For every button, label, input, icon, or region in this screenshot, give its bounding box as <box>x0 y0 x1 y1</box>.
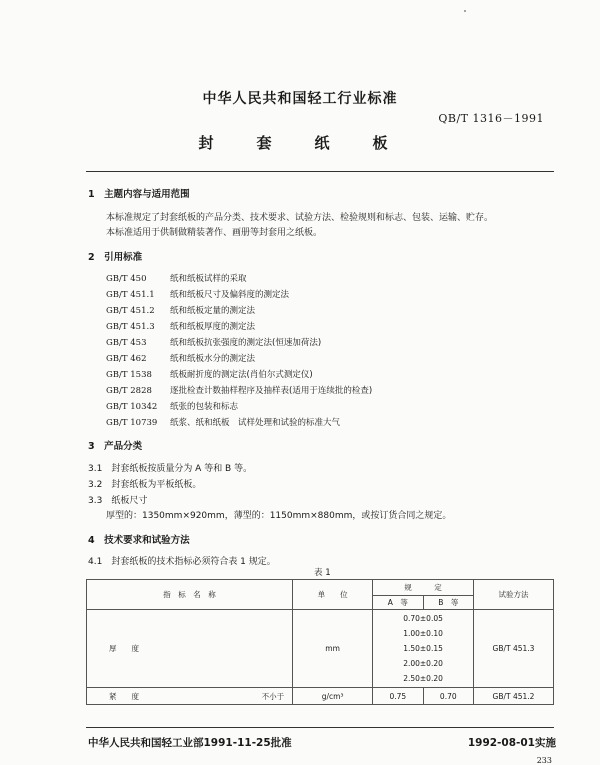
scan-speck <box>464 10 466 12</box>
section-3-heading: 3 产品分类 <box>88 441 143 452</box>
clause-4-1: 4.1 封套纸板的技术指标必须符合表 1 规定。 <box>88 557 276 567</box>
reference-item <box>106 352 255 364</box>
reference-item <box>106 320 255 332</box>
reference-item <box>106 288 289 300</box>
reference-item <box>106 304 255 316</box>
thickness-value: 2.00±0.20 <box>403 659 443 668</box>
reference-title: 纸和纸板抗张强度的测定法(恒速加荷法) <box>170 338 322 348</box>
table-1 <box>86 579 554 705</box>
row-name: 厚 度 <box>87 610 293 688</box>
issuing-organization: 中华人民共和国轻工行业标准 <box>202 91 398 107</box>
reference-item <box>106 400 238 412</box>
reference-item <box>106 272 247 284</box>
thickness-value: 1.00±0.10 <box>403 629 443 638</box>
section-4-heading: 4 技术要求和试验方法 <box>88 535 190 546</box>
clause-3-2: 3.2 封套纸板为平板纸板。 <box>88 480 202 490</box>
header-method: 试验方法 <box>474 580 554 610</box>
reference-code: GB/T 10739 <box>106 418 158 428</box>
row-qualifier: 不小于 <box>261 692 285 701</box>
thickness-value: 1.50±0.15 <box>403 644 443 653</box>
reference-title: 纸浆、纸和纸板 试样处理和试验的标准大气 <box>170 418 341 428</box>
reference-title: 纸张的包装和标志 <box>170 402 239 412</box>
clause-3-3-text: 厚型的：1350mm×920mm，薄型的：1150mm×880mm，或按订货合同之规定。 <box>106 511 452 521</box>
footer-divider <box>86 727 554 728</box>
reference-title: 纸和纸板试样的采取 <box>170 274 247 284</box>
reference-item <box>106 384 372 396</box>
row-method: GB/T 451.3 <box>474 610 554 688</box>
reference-title: 纸和纸板水分的测定法 <box>170 354 256 364</box>
reference-title: 纸和纸板定量的测定法 <box>170 306 256 316</box>
header-grade-b: B 等 <box>423 596 473 610</box>
section-1-paragraph-2: 本标准适用于供制做精装著作、画册等封套用之纸板。 <box>106 228 323 238</box>
table-caption: 表 1 <box>314 568 331 578</box>
reference-code: GB/T 1538 <box>106 370 152 380</box>
reference-item <box>106 416 340 428</box>
section-2-heading: 2 引用标准 <box>88 252 143 263</box>
implementation-date: 1992-08-01实施 <box>467 737 556 749</box>
approval-note: 中华人民共和国轻工业部1991-11-25批准 <box>88 737 292 749</box>
standard-number: QB/T 1316－1991 <box>438 112 544 125</box>
row-grade-b: 0.70 <box>423 688 473 705</box>
reference-code: GB/T 10342 <box>106 402 158 412</box>
table-row-thickness <box>87 610 554 688</box>
table-row-density <box>87 688 554 705</box>
reference-title: 纸和纸板厚度的测定法 <box>170 322 256 332</box>
reference-code: GB/T 451.3 <box>106 322 155 332</box>
header-unit: 单 位 <box>293 580 373 610</box>
reference-title: 纸板耐折度的测定法(肖伯尔式测定仪) <box>170 370 313 380</box>
row-method: GB/T 451.2 <box>474 688 554 705</box>
reference-item <box>106 368 313 380</box>
section-1-paragraph-1: 本标准规定了封套纸板的产品分类、技术要求、试验方法、检验规则和标志、包装、运输、贮存。 <box>106 213 494 223</box>
thickness-value: 0.70±0.05 <box>403 614 443 623</box>
clause-3-1: 3.1 封套纸板按质量分为 A 等和 B 等。 <box>88 464 253 474</box>
header-indicator: 指 标 名 称 <box>87 580 293 610</box>
reference-code: GB/T 450 <box>106 274 147 284</box>
row-name: 紧 度 不小于 <box>87 688 293 705</box>
row-unit: mm <box>293 610 373 688</box>
section-1-heading: 1 主题内容与适用范围 <box>88 189 190 200</box>
thickness-value: 2.50±0.20 <box>403 674 443 683</box>
reference-title: 逐批检查计数抽样程序及抽样表(适用于连续批的检查) <box>170 386 373 396</box>
page-number: 233 <box>536 756 552 765</box>
document-title: 封 套 纸 板 <box>198 134 402 152</box>
clause-3-3: 3.3 纸板尺寸 <box>88 496 148 506</box>
reference-item <box>106 336 321 348</box>
reference-code: GB/T 2828 <box>106 386 152 396</box>
header-grade-a: A 等 <box>373 596 423 610</box>
reference-code: GB/T 453 <box>106 338 147 348</box>
thickness-values <box>373 610 474 688</box>
header-spec: 规 定 <box>373 580 474 596</box>
row-unit: g/cm³ <box>293 688 373 705</box>
title-divider <box>86 171 554 172</box>
reference-code: GB/T 451.2 <box>106 306 155 316</box>
reference-code: GB/T 462 <box>106 354 147 364</box>
reference-code: GB/T 451.1 <box>106 290 155 300</box>
reference-title: 纸和纸板尺寸及偏斜度的测定法 <box>170 290 290 300</box>
row-grade-a: 0.75 <box>373 688 423 705</box>
